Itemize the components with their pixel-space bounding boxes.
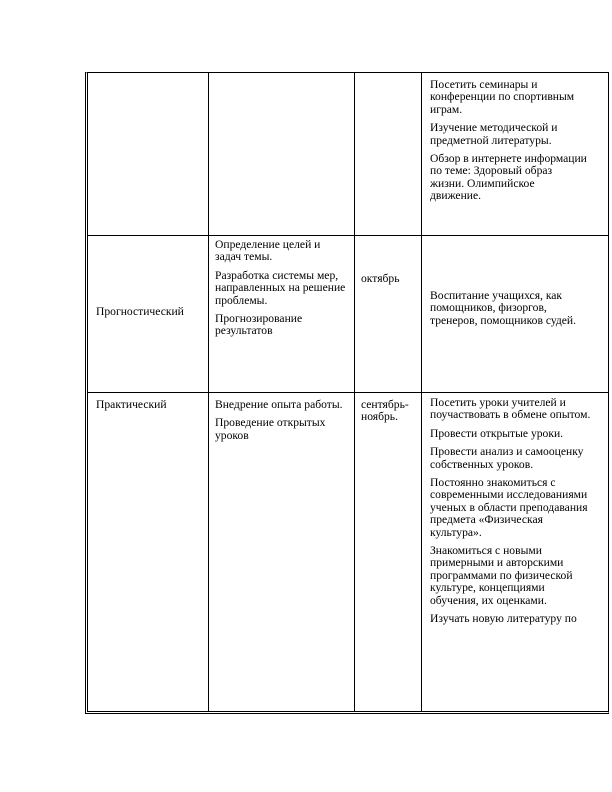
activity-item: Воспитание учащихся, как помощников, физоргов, тренеров, помощников судей. xyxy=(430,289,577,327)
activity-item: Обзор в интернете информации по теме: Здоровый образ жизни. Олимпийское движение. xyxy=(430,152,587,203)
activity-item: Провести анализ и самооценку собственных уроков. xyxy=(430,445,584,471)
plan-table xyxy=(85,72,609,714)
content-item: Прогнозирование результатов xyxy=(215,312,303,338)
row3-activities xyxy=(430,397,592,711)
term-label: сентябрь-ноябрь. xyxy=(361,398,409,424)
activity-item: Посетить семинары и конференции по спортивным играм. xyxy=(430,78,575,116)
stage-label: Прогностический xyxy=(96,305,184,318)
content-item: Разработка системы мер, направленных на решение проблемы. xyxy=(215,268,346,307)
activity-item: Посетить уроки учителей и поучаствовать в обмене опытом. xyxy=(430,397,591,422)
row2-stage xyxy=(96,306,206,318)
content-item: Определение целей и задач темы. xyxy=(215,238,321,264)
row2-term xyxy=(361,273,419,285)
activity-item: Изучение методической и предметной литературы. xyxy=(430,121,558,147)
row-divider xyxy=(88,235,608,236)
row1-activities xyxy=(430,79,588,209)
row3-term xyxy=(361,399,421,424)
row2-activities xyxy=(430,290,590,333)
activity-item: Знакомиться с новыми примерными и авторскими программами по физической культуре, концепциями обучения, их оценками. xyxy=(430,544,573,607)
row-divider xyxy=(88,392,608,393)
row3-stage xyxy=(96,399,206,411)
term-label: октябрь xyxy=(361,272,400,285)
row2-content xyxy=(215,239,349,344)
activity-item: Провести открытые уроки. xyxy=(430,426,564,440)
activity-item: Постоянно знакомиться с современными исследованиями ученых в области преподавания предмета «Физическая культура». xyxy=(430,476,588,539)
content-item: Проведение открытых уроков xyxy=(215,416,326,442)
content-item: Внедрение опыта работы. xyxy=(215,398,343,411)
activity-item: Изучать новую литературу по xyxy=(430,612,577,626)
stage-label: Практический xyxy=(96,398,167,411)
row3-content xyxy=(215,399,349,448)
